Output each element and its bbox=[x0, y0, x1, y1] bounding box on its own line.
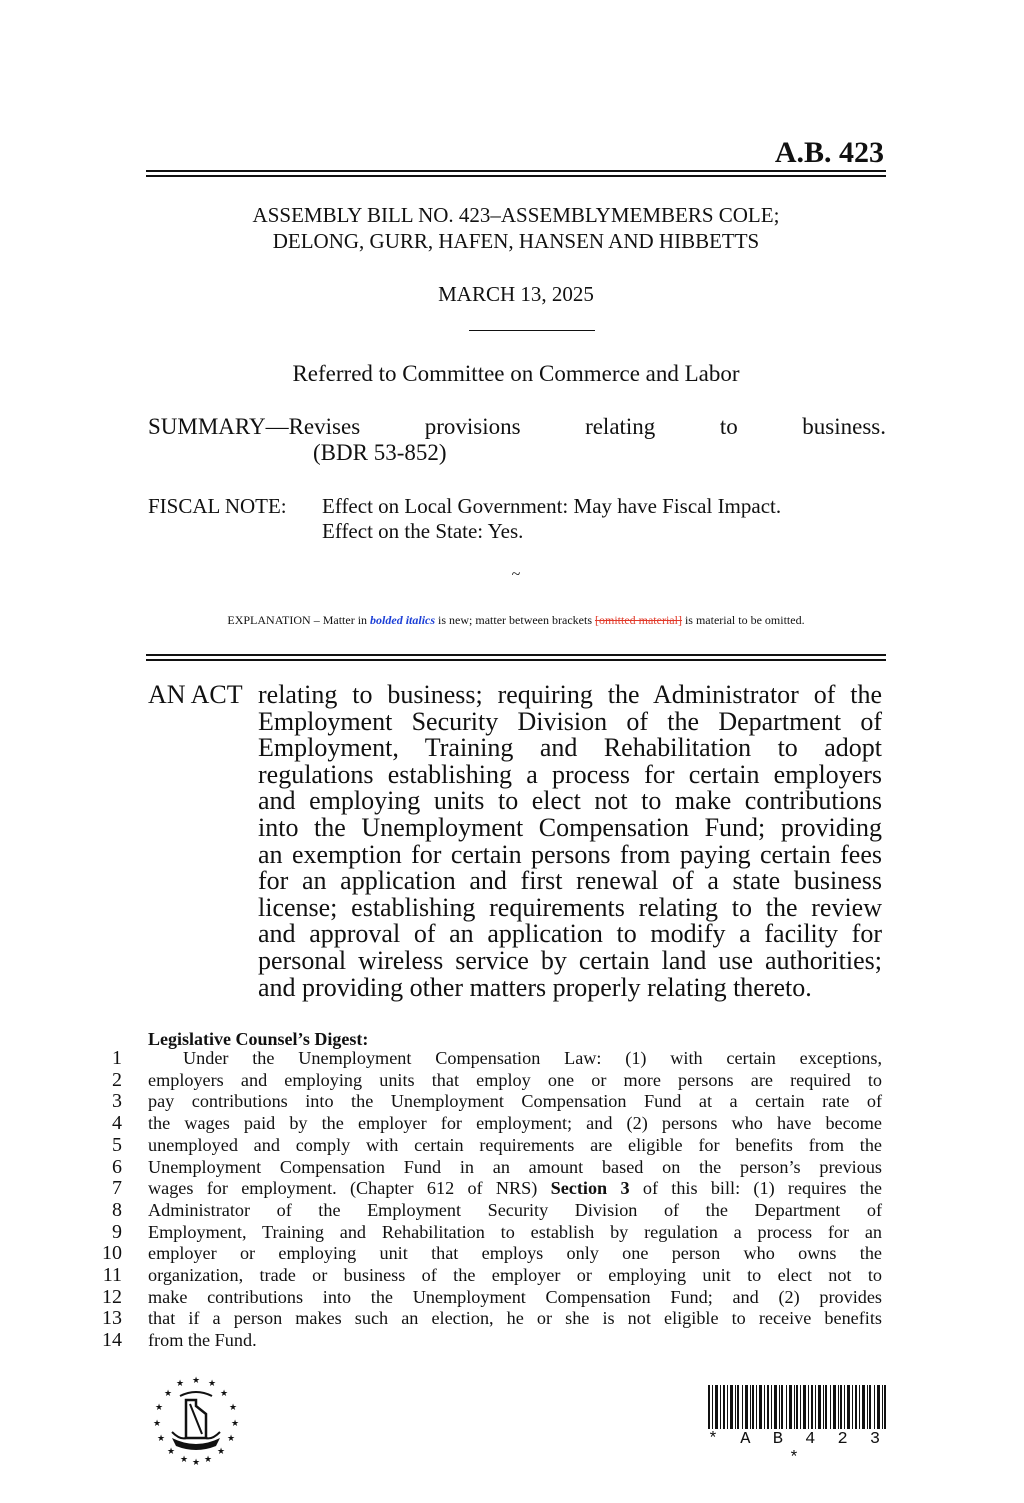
line-number: 6 bbox=[112, 1155, 122, 1178]
summary-line bbox=[148, 414, 886, 440]
act-title bbox=[148, 682, 882, 1001]
summary-word: relating bbox=[585, 414, 656, 439]
barcode-icon bbox=[708, 1385, 886, 1429]
digest-line bbox=[100, 1157, 882, 1179]
act-line: Employment Security Division of the Department of bbox=[258, 706, 882, 736]
line-number: 2 bbox=[112, 1068, 122, 1091]
digest-body bbox=[100, 1048, 882, 1352]
digest-text: the wages paid by the employer for employment; and (2) persons who have become bbox=[148, 1113, 882, 1134]
explanation-suffix: is material to be omitted. bbox=[681, 613, 805, 627]
summary-word: provisions bbox=[424, 414, 521, 439]
summary-block bbox=[148, 414, 886, 466]
digest-line bbox=[100, 1091, 882, 1113]
line-number: 12 bbox=[102, 1285, 122, 1308]
bdr-number: (BDR 53-852) bbox=[313, 440, 447, 465]
act-line: personal wireless service by certain land use authorities; bbox=[258, 945, 882, 975]
line-number: 1 bbox=[112, 1047, 122, 1069]
summary-word: to bbox=[719, 414, 738, 439]
digest-text: Administrator of the Employment Security Division of the Department of bbox=[148, 1199, 882, 1220]
digest-text: that if a person makes such an election, he or she is not eligible to receive benefits bbox=[148, 1308, 882, 1329]
digest-title: Legislative Counsel’s Digest: bbox=[148, 1029, 369, 1049]
svg-text:★: ★ bbox=[163, 1389, 173, 1399]
digest-line bbox=[100, 1178, 882, 1200]
sponsor-block bbox=[146, 202, 886, 254]
fiscal-note-state: Effect on the State: Yes. bbox=[322, 519, 524, 543]
digest-line bbox=[100, 1330, 882, 1352]
digest-line bbox=[100, 1200, 882, 1222]
act-line: into the Unemployment Compensation Fund; providing bbox=[258, 812, 882, 842]
line-number: 3 bbox=[112, 1090, 122, 1113]
digest-text: employers and employing units that employ one or more persons are required to bbox=[148, 1069, 882, 1090]
act-line: regulations establishing a process for certain employers bbox=[258, 759, 882, 789]
svg-text:★: ★ bbox=[203, 1455, 213, 1465]
explanation-omitted: [omitted material] bbox=[594, 613, 682, 627]
summary-word: business. bbox=[802, 414, 886, 439]
svg-text:★: ★ bbox=[191, 1376, 201, 1386]
sponsor-line-1: ASSEMBLY BILL NO. 423–ASSEMBLYMEMBERS COLE; bbox=[252, 203, 780, 227]
act-line: and providing other matters properly relating thereto. bbox=[258, 972, 812, 1002]
digest-text-part: wages for employment. (Chapter 612 of NRS) bbox=[148, 1178, 551, 1199]
date-divider bbox=[469, 330, 595, 331]
digest-text: Under the Unemployment Compensation Law: (1) with certain exceptions, bbox=[183, 1048, 882, 1068]
digest-line bbox=[100, 1265, 882, 1287]
explanation-middle: is new; matter between brackets bbox=[435, 613, 595, 627]
line-number: 13 bbox=[102, 1307, 122, 1330]
svg-text:★: ★ bbox=[219, 1389, 229, 1399]
act-line: for an application and first renewal of a state business bbox=[258, 866, 882, 896]
nevada-legislature-seal-icon bbox=[150, 1374, 242, 1466]
digest-line bbox=[100, 1222, 882, 1244]
explanation-prefix: EXPLANATION – Matter in bbox=[227, 613, 371, 627]
line-number: 10 bbox=[102, 1242, 122, 1265]
svg-text:★: ★ bbox=[207, 1379, 217, 1389]
digest-text: Unemployment Compensation Fund in an amount based on the person’s previous bbox=[148, 1156, 882, 1177]
line-number: 5 bbox=[112, 1133, 122, 1156]
fiscal-note bbox=[148, 494, 781, 544]
digest-text: Employment, Training and Rehabilitation to establish by regulation a process for an bbox=[148, 1221, 882, 1242]
line-number: 4 bbox=[112, 1112, 122, 1135]
svg-text:★: ★ bbox=[179, 1455, 189, 1465]
digest-line bbox=[100, 1113, 882, 1135]
digest-line bbox=[100, 1070, 882, 1092]
digest-text-part: of this bill: (1) requires the bbox=[629, 1178, 882, 1199]
fiscal-note-label: FISCAL NOTE: bbox=[148, 494, 287, 518]
section-reference: Section 3 bbox=[550, 1178, 630, 1199]
sponsor-line-2: DELONG, GURR, HAFEN, HANSEN AND HIBBETTS bbox=[272, 229, 760, 253]
digest-line bbox=[100, 1308, 882, 1330]
fiscal-note-local: Effect on Local Government: May have Fiscal Impact. bbox=[322, 494, 782, 518]
act-line: and approval of an application to modify a facility for bbox=[258, 919, 882, 949]
digest-line bbox=[100, 1287, 882, 1309]
act-line: and employing units to elect not to make contributions bbox=[258, 786, 882, 816]
digest-line bbox=[100, 1048, 882, 1070]
barcode-label: * A B 4 2 3 * bbox=[707, 1430, 887, 1468]
digest-text bbox=[148, 1178, 882, 1200]
digest-text: pay contributions into the Unemployment Compensation Fund at a certain rate of bbox=[148, 1091, 882, 1112]
explanation-double-rule bbox=[146, 654, 886, 661]
explanation-bold-italics: bolded italics bbox=[370, 613, 436, 627]
line-number: 11 bbox=[102, 1264, 122, 1287]
svg-text:★: ★ bbox=[166, 1447, 176, 1457]
svg-text:★: ★ bbox=[228, 1403, 238, 1413]
act-lead: AN ACT bbox=[148, 680, 243, 709]
digest-text: organization, trade or business of the employer or employing unit to elect not to bbox=[148, 1265, 882, 1286]
svg-text:★: ★ bbox=[156, 1434, 166, 1444]
svg-text:★: ★ bbox=[216, 1447, 226, 1457]
header-double-rule bbox=[146, 170, 886, 177]
act-line: Employment, Training and Rehabilitation to adopt bbox=[258, 733, 882, 763]
line-number: 7 bbox=[112, 1177, 122, 1200]
svg-text:★: ★ bbox=[226, 1434, 236, 1444]
tilde-mark: ~ bbox=[511, 566, 521, 583]
line-number: 9 bbox=[112, 1220, 122, 1243]
summary-word: SUMMARY—Revises bbox=[148, 414, 361, 439]
line-number: 14 bbox=[102, 1329, 122, 1352]
digest-line bbox=[100, 1243, 882, 1265]
introduction-date: MARCH 13, 2025 bbox=[438, 282, 594, 306]
svg-text:★: ★ bbox=[175, 1379, 185, 1389]
svg-text:★: ★ bbox=[154, 1403, 164, 1413]
act-line: relating to business; requiring the Administrator of the bbox=[258, 680, 882, 709]
act-line: license; establishing requirements relating to the review bbox=[258, 892, 882, 922]
act-line: an exemption for certain persons from paying certain fees bbox=[258, 839, 882, 869]
digest-text: unemployed and comply with certain requirements are eligible for benefits from the bbox=[148, 1134, 882, 1155]
explanation-line bbox=[146, 613, 886, 628]
svg-text:★: ★ bbox=[191, 1458, 201, 1466]
bill-number: A.B. 423 bbox=[774, 136, 884, 169]
digest-line bbox=[100, 1135, 882, 1157]
svg-text:★: ★ bbox=[152, 1419, 162, 1429]
digest-text: employer or employing unit that employs only one person who owns the bbox=[148, 1243, 882, 1264]
digest-text: make contributions into the Unemployment Compensation Fund; and (2) provides bbox=[148, 1286, 882, 1307]
svg-text:★: ★ bbox=[230, 1419, 240, 1429]
line-number: 8 bbox=[112, 1198, 122, 1221]
committee-referral: Referred to Committee on Commerce and Labor bbox=[292, 361, 740, 386]
digest-text: from the Fund. bbox=[148, 1330, 257, 1351]
